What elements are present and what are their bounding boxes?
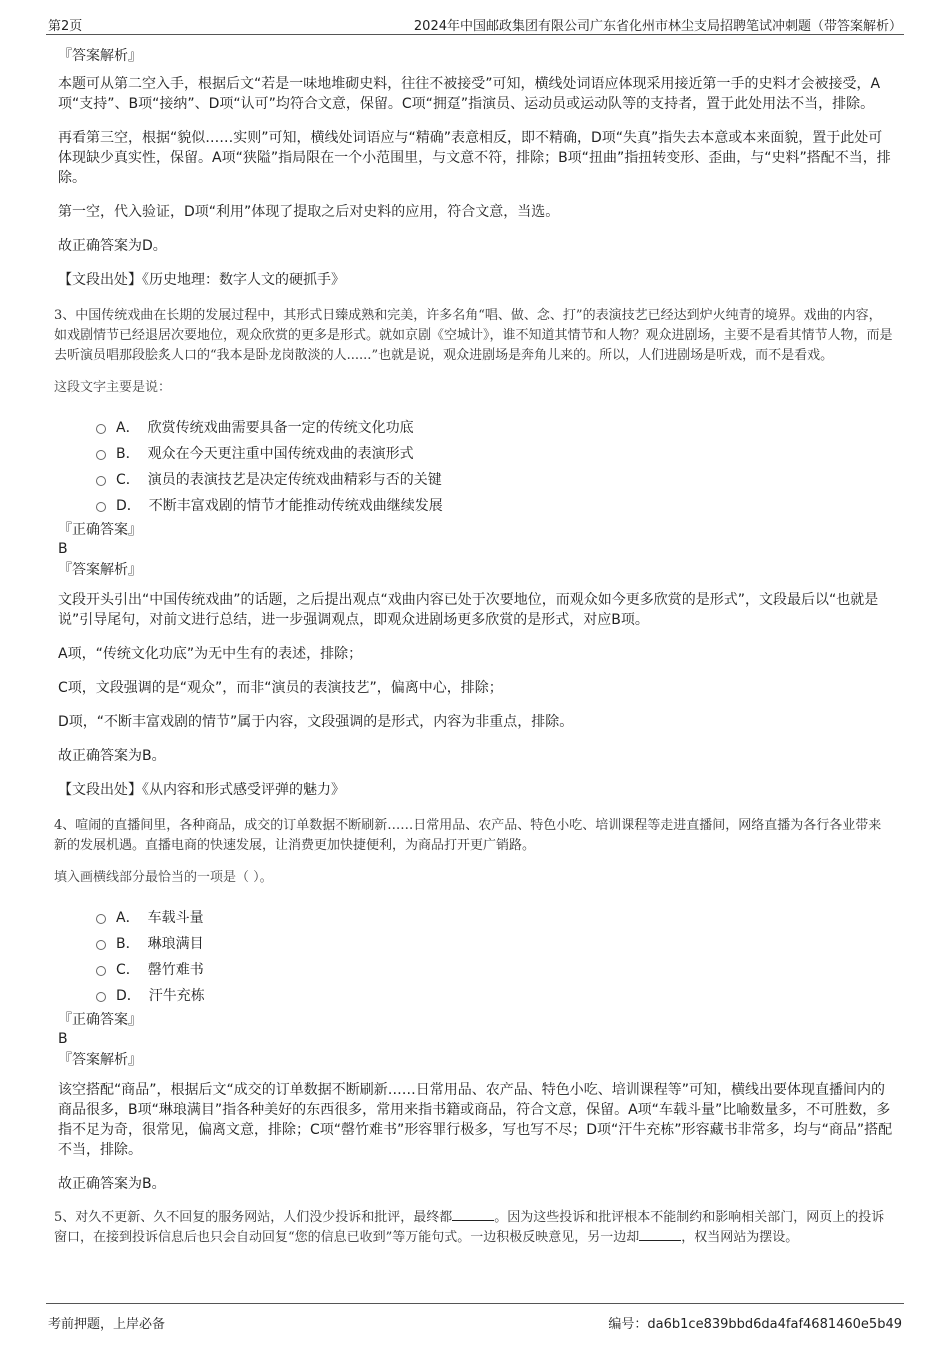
question-3-text: 3、中国传统戏曲在长期的发展过程中，其形式日臻成熟和完美，许多名角“唱、做、念、打”的表演技艺已经达到炉火纯青的境界。戏曲的内容，如戏剧情节已经退居次要地位，观众欣赏的更多是形式。就如京剧《空城计》，谁不知道其情节和人物？观众进剧场，主要不是看其情节人物，而是去听演员唱那段脍炙人口的“我本是卧龙岗散淡的人......”也就是说，观众进剧场是奔角儿来的。所以，人们进剧场是听戏，而不是看戏。	[54, 308, 893, 363]
question-4-prompt: 填入画横线部分最恰当的一项是（ ）。	[54, 870, 273, 885]
radio-button[interactable]	[96, 476, 106, 486]
option-c[interactable]: C． 罄竹难书	[96, 956, 894, 982]
analysis-paragraph: A项，“传统文化功底”为无中生有的表述，排除；	[58, 646, 363, 662]
correct-answer-value: B	[58, 1031, 68, 1047]
analysis-paragraph: D项，“不断丰富戏剧的情节”属于内容，文段强调的是形式，内容为非重点，排除。	[58, 714, 574, 730]
footer-slogan: 考前押题，上岸必备	[48, 1317, 166, 1332]
radio-button[interactable]	[96, 992, 106, 1002]
radio-button[interactable]	[96, 424, 106, 434]
document-body	[54, 46, 894, 1260]
document-title: 2024年中国邮政集团有限公司广东省化州市林尘支局招聘笔试冲刺题（带答案解析）	[413, 19, 902, 34]
radio-button[interactable]	[96, 914, 106, 924]
option-b[interactable]: B． 观众在今天更注重中国传统戏曲的表演形式	[96, 440, 894, 466]
analysis-conclusion: 故正确答案为D。	[58, 238, 167, 254]
option-b[interactable]: B． 琳琅满目	[96, 930, 894, 956]
analysis-label: 『答案解析』	[58, 562, 142, 578]
radio-button[interactable]	[96, 502, 106, 512]
analysis-paragraph: 文段开头引出“中国传统戏曲”的话题，之后提出观点“戏曲内容已处于次要地位，而观众如今更多欣赏的是形式”，文段最后以“也就是说”引导尾句，对前文进行总结，进一步强调观点，即观众进剧场更多欣赏的是形式，对应B项。	[58, 592, 879, 628]
radio-button[interactable]	[96, 966, 106, 976]
page-footer	[46, 1303, 904, 1334]
analysis-conclusion: 故正确答案为B。	[58, 748, 166, 764]
correct-answer-value: B	[58, 541, 68, 557]
correct-answer-label: 『正确答案』	[58, 1012, 142, 1028]
analysis-paragraph: C项，文段强调的是“观众”，而非“演员的表演技艺”，偏离中心，排除；	[58, 680, 503, 696]
analysis-paragraph: 再看第三空，根据“貌似……实则”可知，横线处词语应与“精确”表意相反，即不精确，D项“失真”指失去本意或本来面貌，置于此处可体现缺少真实性，保留。A项“狭隘”指局限在一个小范围里，与文意不符，排除；B项“扭曲”指扭转变形、歪曲，与“史料”搭配不当，排除。	[58, 130, 891, 186]
analysis-paragraph: 第一空，代入验证，D项“利用”体现了提取之后对史料的应用，符合文意，当选。	[58, 204, 560, 220]
option-d[interactable]: D． 不断丰富戏剧的情节才能推动传统戏曲继续发展	[96, 492, 894, 518]
page-number: 第2页	[48, 19, 83, 34]
question-3-prompt: 这段文字主要是说：	[54, 380, 172, 395]
option-a[interactable]: A． 车载斗量	[96, 904, 894, 930]
document-code: 编号：da6b1ce839bbd6da4faf4681460e5b49	[608, 1317, 902, 1332]
page-header	[46, 12, 904, 35]
passage-source: 【文段出处】《历史地理：数字人文的硬抓手》	[58, 272, 345, 288]
question-4-text: 4、喧闹的直播间里，各种商品，成交的订单数据不断刷新……日常用品、农产品、特色小吃、培训课程等走进直播间，网络直播为各行各业带来新的发展机遇。直播电商的快速发展，让消费更加快捷便利，为商品打开更广销路。	[54, 818, 882, 853]
fill-blank	[452, 1208, 494, 1221]
analysis-label: 『答案解析』	[58, 1052, 142, 1068]
question-5-text: 5、对久不更新、久不回复的服务网站，人们没少投诉和批评，最终都 。因为这些投诉和批评根本不能制约和影响相关部门，网页上的投诉窗口，在接到投诉信息后也只会自动回复“您的信息已收到”等万能句式。一边积极反映意见，另一边却 ，权当网站为摆设。	[54, 1210, 885, 1245]
analysis-paragraph: 本题可从第二空入手，根据后文“若是一味地堆砌史料，往往不被接受”可知，横线处词语应体现采用接近第一手的史料才会被接受，A项“支持”、B项“接纳”、D项“认可”均符合文意，保留。C项“拥趸”指演员、运动员或运动队等的支持者，置于此处用法不当，排除。	[58, 76, 881, 112]
analysis-conclusion: 故正确答案为B。	[58, 1176, 166, 1192]
option-c[interactable]: C． 演员的表演技艺是决定传统戏曲精彩与否的关键	[96, 466, 894, 492]
passage-source: 【文段出处】《从内容和形式感受评弹的魅力》	[58, 782, 345, 798]
radio-button[interactable]	[96, 940, 106, 950]
fill-blank	[639, 1228, 681, 1241]
question-4-options	[96, 904, 894, 1008]
analysis-paragraph: 该空搭配“商品”，根据后文“成交的订单数据不断刷新……日常用品、农产品、特色小吃、培训课程等”可知，横线出要体现直播间内的商品很多，B项“琳琅满目”指各种美好的东西很多，常用来指书籍或商品，符合文意，保留。A项“车载斗量”比喻数量多，不可胜数，多指不足为奇，很常见，偏离文意，排除；C项“罄竹难书”形容罪行极多，写也写不尽；D项“汗牛充栋”形容藏书非常多，均与“商品”搭配不当，排除。	[58, 1082, 893, 1158]
option-d[interactable]: D． 汗牛充栋	[96, 982, 894, 1008]
radio-button[interactable]	[96, 450, 106, 460]
analysis-label: 『答案解析』	[58, 48, 142, 64]
question-3-options	[96, 414, 894, 518]
option-a[interactable]: A． 欣赏传统戏曲需要具备一定的传统文化功底	[96, 414, 894, 440]
correct-answer-label: 『正确答案』	[58, 522, 142, 538]
